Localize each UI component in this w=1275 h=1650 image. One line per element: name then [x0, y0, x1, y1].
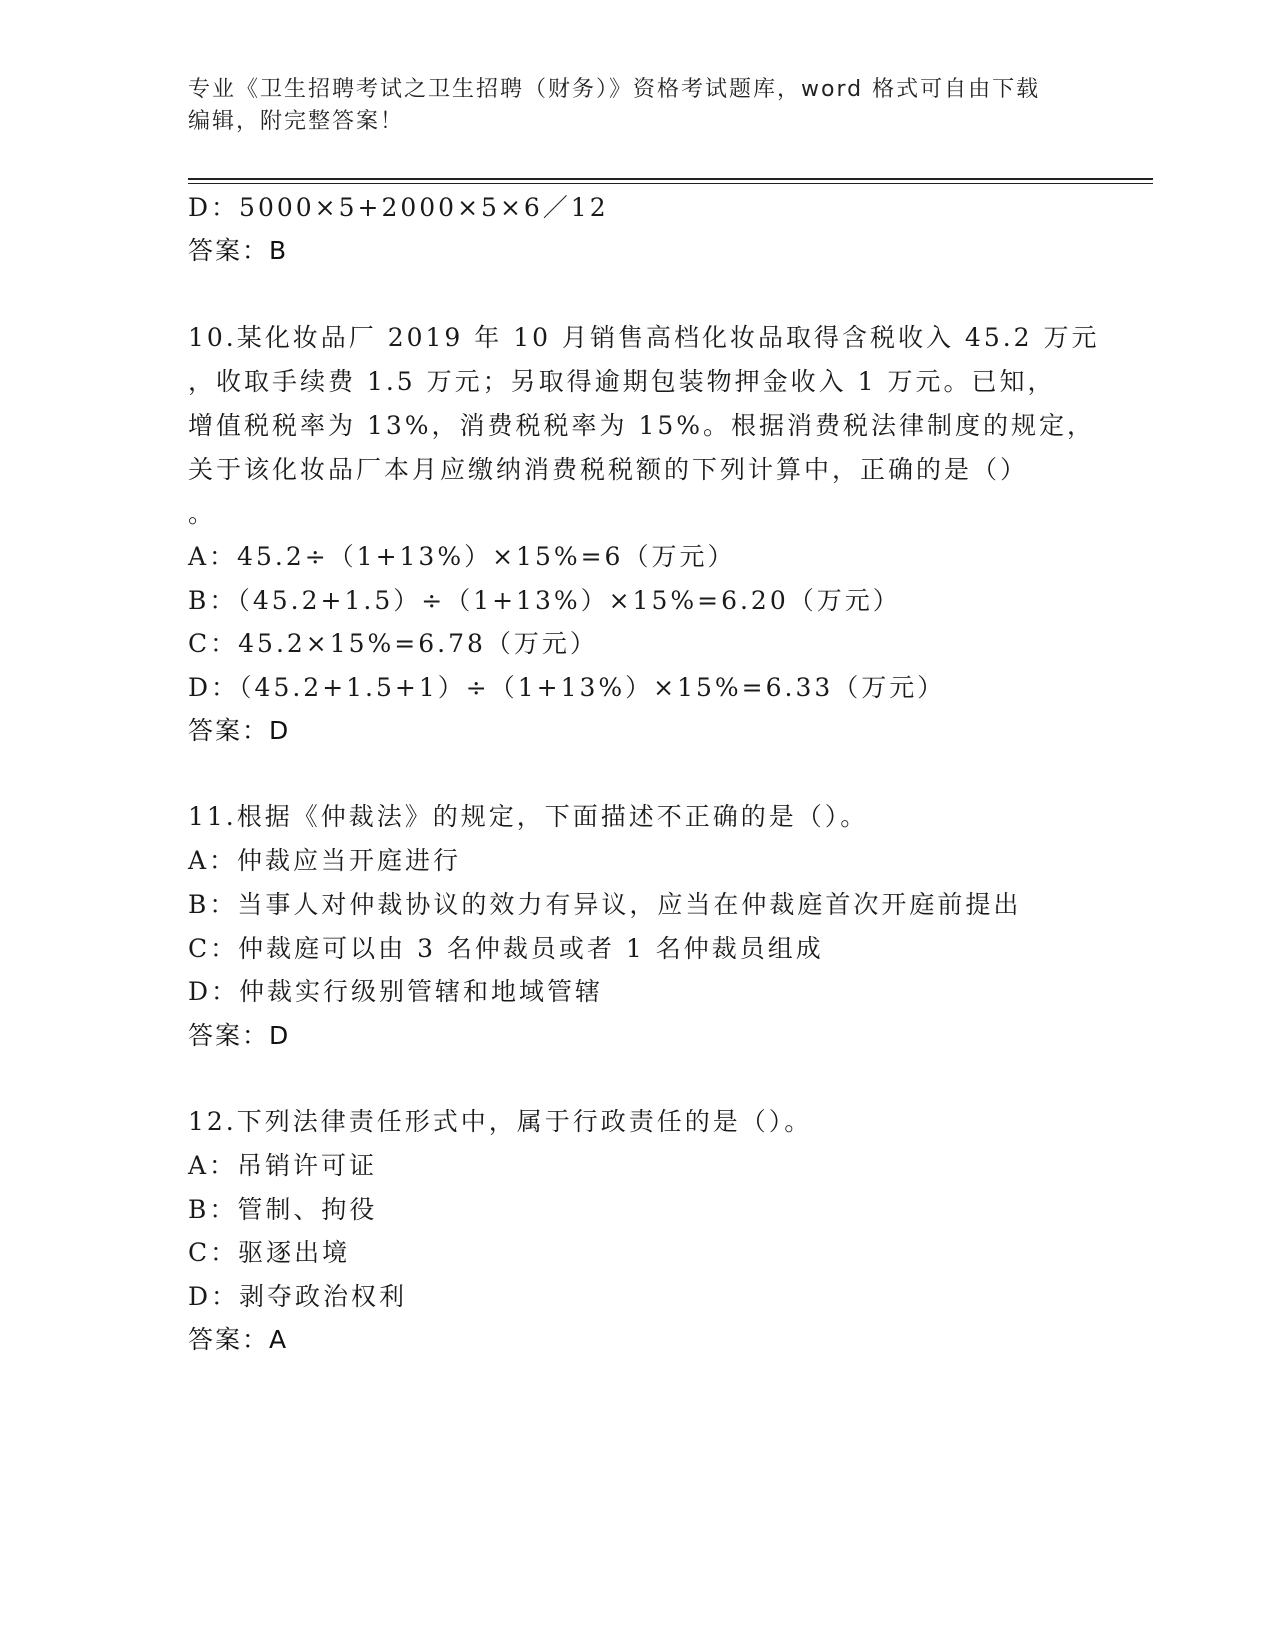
header-line-1: 专业《卫生招聘考试之卫生招聘（财务）》资格考试题库，word 格式可自由下载	[188, 77, 1041, 102]
q12-option-b: B：管制、拘役	[188, 1195, 378, 1224]
header-rule-thick	[188, 178, 1153, 180]
prev-answer: 答案：B	[188, 236, 289, 265]
q11-option-a: A：仲裁应当开庭进行	[188, 846, 462, 875]
q10-option-b: B：（45.2+1.5）÷（1+13%）×15%=6.20（万元）	[188, 586, 901, 615]
q10-option-d: D：（45.2+1.5+1）÷（1+13%）×15%=6.33（万元）	[188, 673, 946, 702]
q12-option-a: A：吊销许可证	[188, 1151, 378, 1180]
q12-option-c: C：驱逐出境	[188, 1238, 351, 1267]
q11-option-c: C：仲裁庭可以由 3 名仲裁员或者 1 名仲裁员组成	[188, 934, 824, 963]
document-header	[188, 74, 1068, 138]
q10-option-a: A：45.2÷（1+13%）×15%=6（万元）	[188, 542, 736, 571]
q10-stem-line-2: ，收取手续费 1.5 万元；另取得逾期包装物押金收入 1 万元。已知，	[188, 367, 1056, 396]
q11-option-d: D：仲裁实行级别管辖和地域管辖	[188, 977, 604, 1006]
q11-stem: 11.根据《仲裁法》的规定，下面描述不正确的是（）。	[188, 802, 869, 831]
q11-answer: 答案：D	[188, 1021, 291, 1050]
header-line-2: 编辑，附完整答案！	[188, 109, 405, 134]
q12-answer: 答案：A	[188, 1325, 289, 1354]
q12-option-d: D：剥夺政治权利	[188, 1282, 408, 1311]
q10-stem-line-5: 。	[188, 499, 217, 528]
q10-stem-line-4: 关于该化妆品厂本月应缴纳消费税税额的下列计算中，正确的是（）	[188, 455, 1029, 484]
q10-stem-line-3: 增值税税率为 13%，消费税税率为 15%。根据消费税法律制度的规定，	[188, 411, 1096, 440]
q10-option-c: C：45.2×15%=6.78（万元）	[188, 629, 598, 658]
q10-answer: 答案：D	[188, 716, 291, 745]
q10-stem-line-1: 10.某化妆品厂 2019 年 10 月销售高档化妆品取得含税收入 45.2 万元	[188, 323, 1100, 352]
header-rule-thin	[188, 183, 1153, 184]
prev-option-d: D：5000×5+2000×5×6／12	[188, 193, 609, 222]
q11-option-b: B：当事人对仲裁协议的效力有异议，应当在仲裁庭首次开庭前提出	[188, 890, 1022, 919]
q12-stem: 12.下列法律责任形式中，属于行政责任的是（）。	[188, 1107, 813, 1136]
